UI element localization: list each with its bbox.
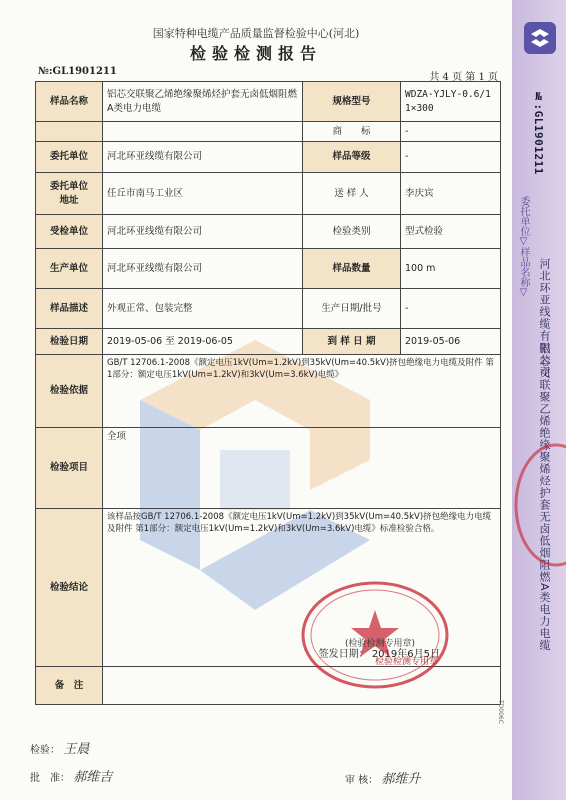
table-row	[36, 142, 501, 173]
items-label: 检验项目	[36, 428, 103, 509]
strip-report-number: №:GL1901211	[532, 90, 545, 175]
items-value: 全项	[103, 428, 501, 509]
center-logo-icon	[522, 20, 558, 56]
remarks-label: 备 注	[36, 667, 103, 705]
test-date-value: 2019-05-06 至 2019-06-05	[103, 329, 303, 355]
conclusion-label: 检验结论	[36, 509, 103, 667]
issue-date: 签发日期： 2019年6月5日	[318, 648, 440, 660]
arrival-date-value: 2019-05-06	[401, 329, 501, 355]
basis-value: GB/T 12706.1-2008《额定电压1kV(Um=1.2kV)到35kV(Um=40.5kV)挤包绝缘电力电缆及附件 第1部分：额定电压1kV(Um=1.2kV)和3kV(Um=3.6kV)电缆》	[103, 355, 501, 428]
table-row	[36, 215, 501, 249]
report-title: 检验检测报告	[189, 44, 322, 63]
reviewer-signature	[345, 768, 420, 787]
form-code: TD006C	[497, 700, 504, 724]
client-address-value: 任丘市南马工业区	[103, 173, 303, 215]
table-row	[36, 355, 501, 428]
producer-label: 生产单位	[36, 249, 103, 289]
page-count: 共 4 页 第 1 页	[429, 72, 498, 83]
official-stamp	[300, 580, 450, 690]
inspector-label: 检验：	[30, 745, 60, 756]
inspector-sig: 王晨	[63, 742, 90, 757]
report-number: №:GL1901211	[38, 66, 117, 77]
sender-value: 李庆宾	[401, 173, 501, 215]
trademark-value: -	[401, 122, 501, 142]
inspected-unit-label: 受检单位	[36, 215, 103, 249]
client-address-label: 委托单位 地址	[36, 173, 103, 215]
strip-stamp	[512, 440, 566, 570]
approver-signature	[30, 766, 112, 785]
strip-product: 铝芯交联聚乙烯绝缘聚烯烃护套无卤低烟阻燃A类电力电缆	[538, 343, 551, 652]
producer-value: 河北环亚线缆有限公司	[103, 249, 303, 289]
test-date-label: 检验日期	[36, 329, 103, 355]
table-row	[36, 249, 501, 289]
inspected-unit-value: 河北环亚线缆有限公司	[103, 215, 303, 249]
basis-label: 检验依据	[36, 355, 103, 428]
quantity-value: 100 m	[401, 249, 501, 289]
category-label: 检验类别	[303, 215, 401, 249]
reviewer-label: 审 核：	[345, 775, 379, 786]
grade-label: 样品等级	[303, 142, 401, 173]
inspector-signature	[30, 738, 89, 757]
reviewer-sig: 郝维升	[381, 772, 421, 787]
table-row	[36, 329, 501, 355]
model-label: 规格型号	[303, 82, 401, 122]
sample-name-value: 铝芯交联聚乙烯绝缘聚烯烃护套无卤低烟阻燃A类电力电缆	[103, 82, 303, 122]
table-row	[36, 173, 501, 215]
table-row	[36, 428, 501, 509]
production-date-value: -	[401, 289, 501, 329]
sample-name-label: 样品名称	[36, 82, 103, 122]
sender-label: 送 样 人	[303, 173, 401, 215]
strip-company: 河北环亚线缆有限公司	[538, 258, 551, 378]
client-value: 河北环亚线缆有限公司	[103, 142, 303, 173]
stamp-subtitle: 检验检测专用章	[375, 657, 439, 667]
approver-sig: 郝维吉	[73, 770, 113, 785]
quantity-label: 样品数量	[303, 249, 401, 289]
description-value: 外观正常、包装完整	[103, 289, 303, 329]
production-date-label: 生产日期/批号	[303, 289, 401, 329]
arrival-date-label: 到 样 日 期	[303, 329, 401, 355]
category-value: 型式检验	[401, 215, 501, 249]
grade-value: -	[401, 142, 501, 173]
table-row	[36, 82, 501, 122]
conclusion-value: 该样品按GB/T 12706.1-2008《额定电压1kV(Um=1.2kV)到35kV(Um=40.5kV)挤包绝缘电力电缆及附件 第1部分：额定电压1kV(Um=1.2kV)和3kV(Um=3.6kV)电缆》标准检验合格。	[107, 512, 492, 535]
stamp-note: (检验检测专用章)	[345, 639, 416, 649]
trademark-label: 商 标	[303, 122, 401, 142]
strip-labels: 委托单位▽样品名称▽	[518, 196, 529, 298]
issuing-organization: 国家特种电缆产品质量监督检验中心(河北)	[152, 27, 360, 40]
client-label: 委托单位	[36, 142, 103, 173]
approver-label: 批 准：	[30, 773, 70, 784]
table-row	[36, 289, 501, 329]
description-label: 样品描述	[36, 289, 103, 329]
model-value: WDZA-YJLY-0.6/1 1×300	[401, 82, 501, 122]
table-row	[36, 122, 501, 142]
